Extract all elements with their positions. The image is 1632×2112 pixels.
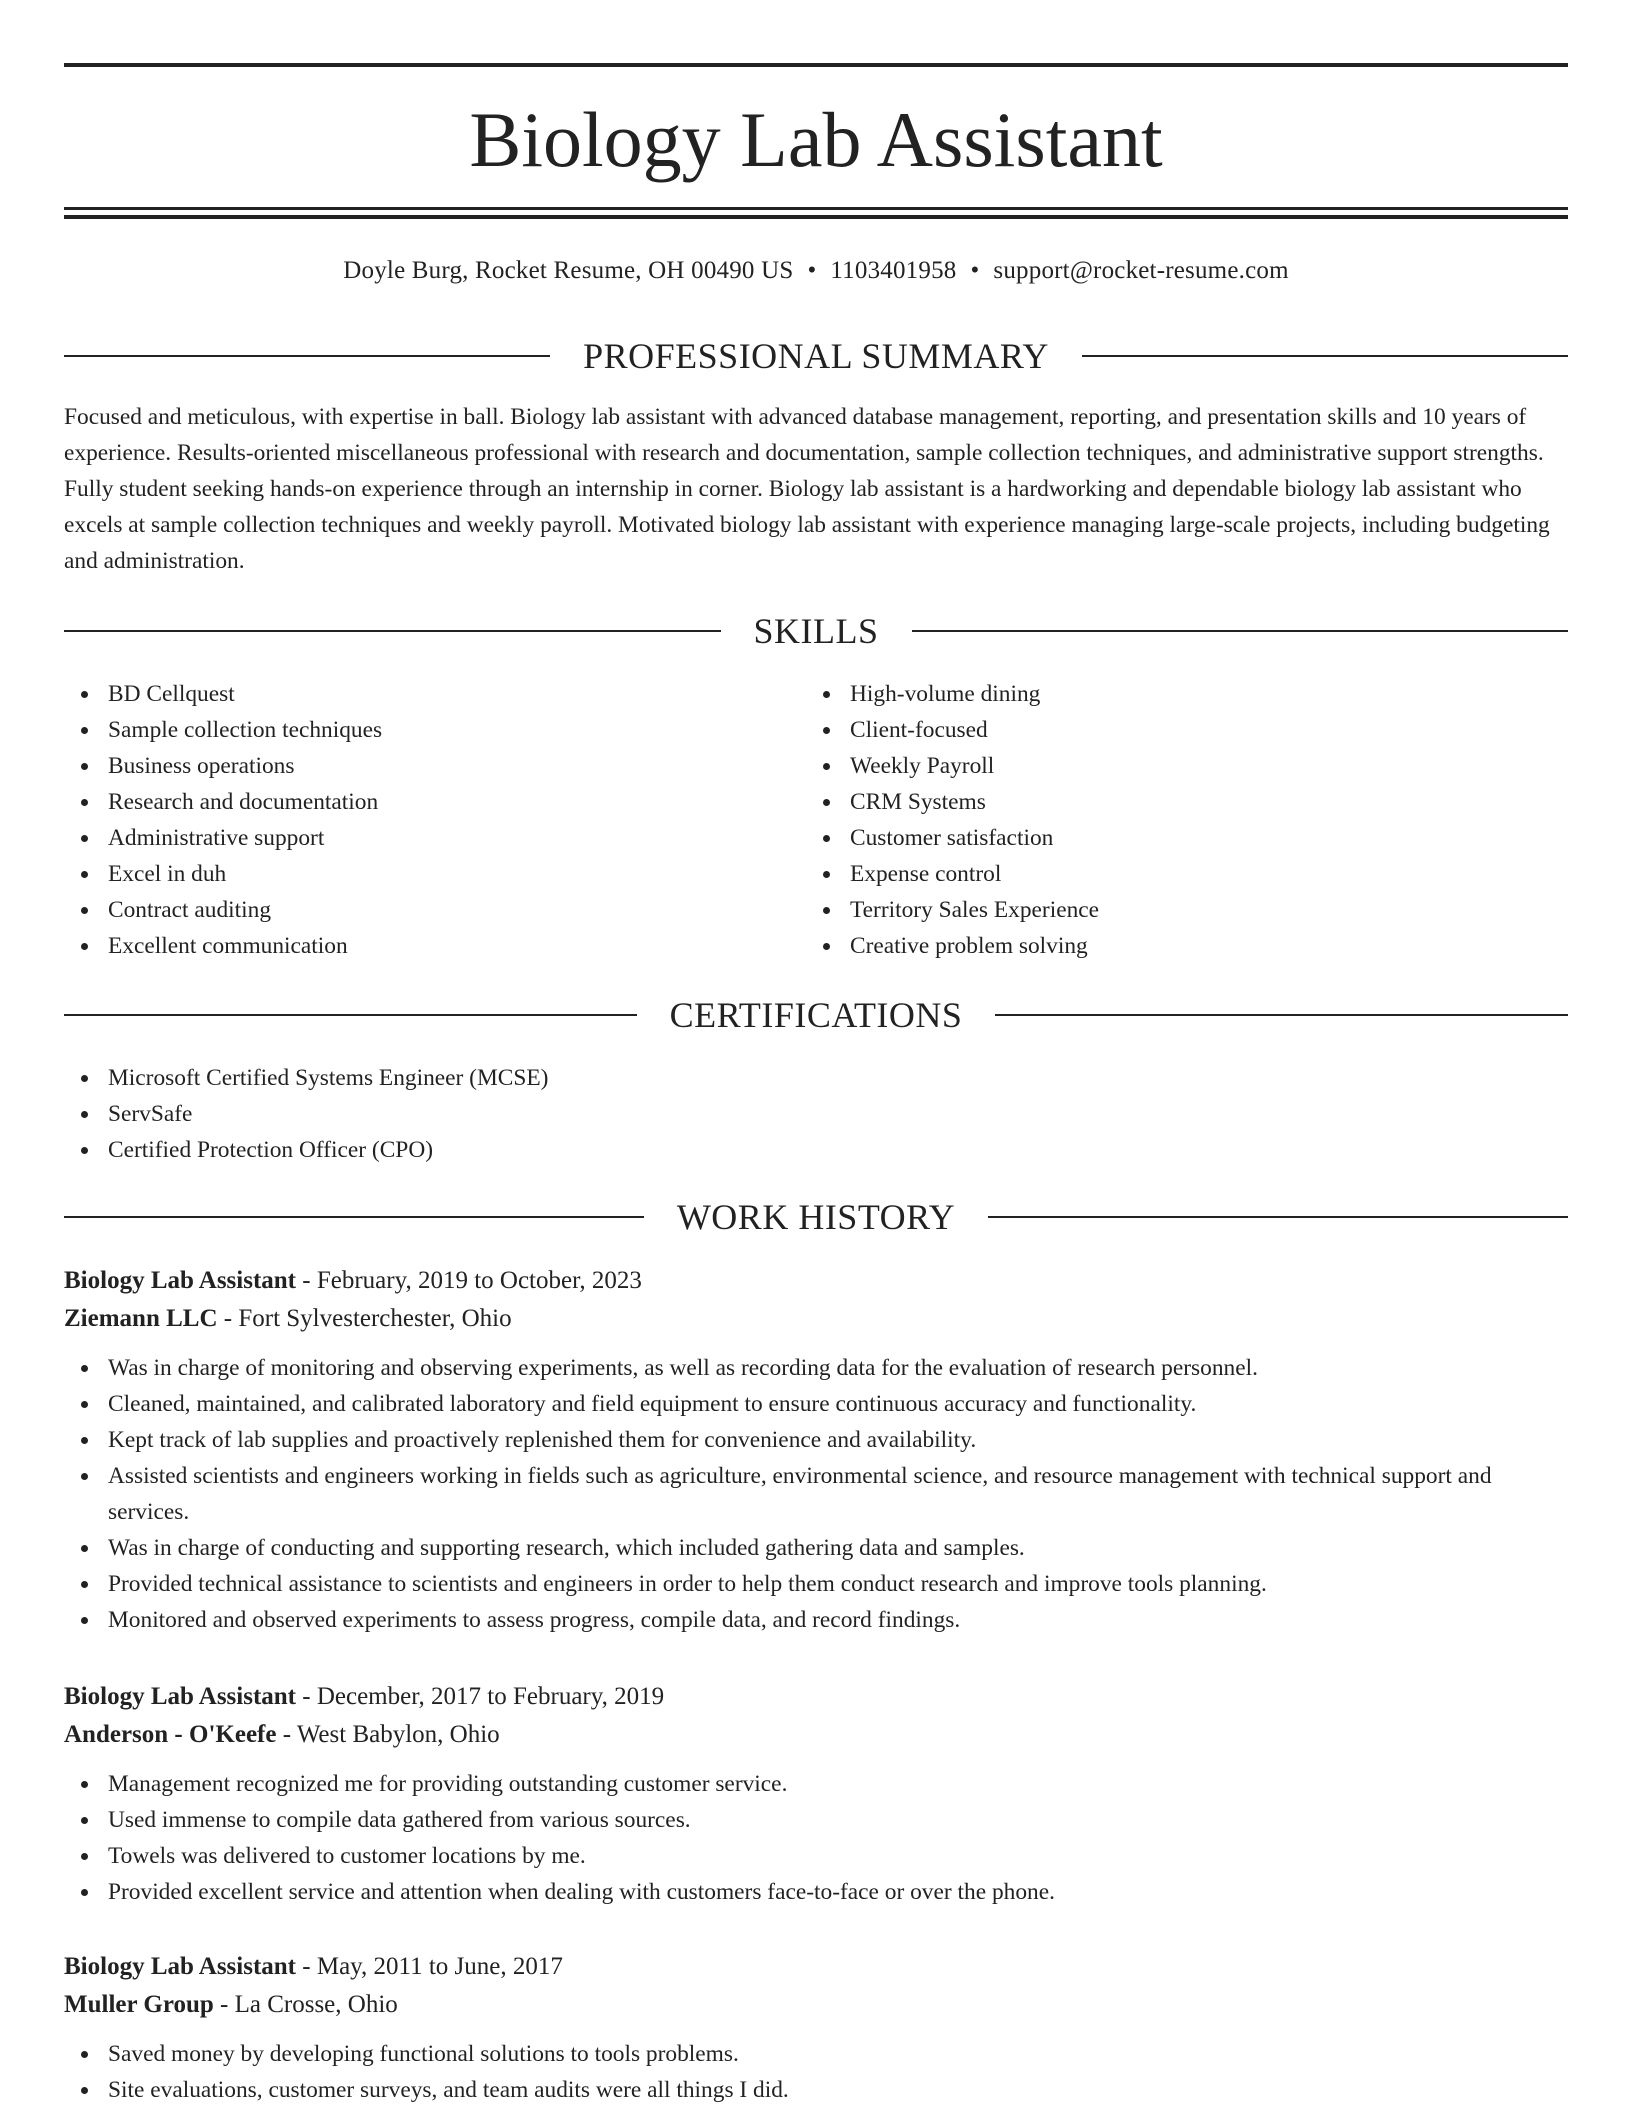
list-item: Excellent communication bbox=[64, 928, 804, 964]
job-company-line bbox=[64, 1986, 1568, 2024]
section-divider bbox=[995, 1014, 1568, 1016]
job-dates: - February, 2019 to October, 2023 bbox=[296, 1267, 642, 1294]
list-item: BD Cellquest bbox=[64, 676, 804, 712]
list-item: Towels was delivered to customer locations by me. bbox=[64, 1838, 1568, 1874]
list-item: Kept track of lab supplies and proactively replenished them for convenience and availability. bbox=[64, 1422, 1568, 1458]
list-item: CRM Systems bbox=[806, 784, 1566, 820]
contact-phone: 1103401958 bbox=[830, 257, 957, 284]
job-company: Ziemann LLC bbox=[64, 1305, 218, 1332]
list-item: Cleaned, maintained, and calibrated laboratory and field equipment to ensure continuous accuracy and functionality. bbox=[64, 1386, 1568, 1422]
job-location: - West Babylon, Ohio bbox=[276, 1721, 500, 1748]
header-bottom-rule bbox=[64, 207, 1568, 210]
list-item: Expense control bbox=[806, 856, 1566, 892]
resume-title: Biology Lab Assistant bbox=[469, 96, 1163, 183]
list-item: Assisted scientists and engineers working in fields such as agriculture, environmental science, and resource management with technical support and services. bbox=[64, 1458, 1568, 1530]
list-item: Management recognized me for providing outstanding customer service. bbox=[64, 1766, 1568, 1802]
skills-list-left bbox=[64, 676, 804, 964]
list-item: Site evaluations, customer surveys, and team audits were all things I did. bbox=[64, 2072, 1568, 2108]
job-company-line bbox=[64, 1300, 1568, 1338]
job-bullets bbox=[64, 1766, 1568, 1910]
job-location: - Fort Sylvesterchester, Ohio bbox=[217, 1305, 512, 1332]
list-item: Was in charge of monitoring and observing experiments, as well as recording data for the evaluation of research personnel. bbox=[64, 1350, 1568, 1386]
section-header-work-history bbox=[64, 1195, 1568, 1239]
job-dates: - May, 2011 to June, 2017 bbox=[296, 1953, 563, 1980]
list-item: Sample collection techniques bbox=[64, 712, 804, 748]
job-entry bbox=[64, 1948, 1568, 2108]
section-title: WORK HISTORY bbox=[676, 1197, 956, 1237]
list-item: Administrative support bbox=[64, 820, 804, 856]
job-entry bbox=[64, 1678, 1568, 1910]
job-bullets bbox=[64, 1350, 1568, 1638]
skills-list-right bbox=[806, 676, 1566, 964]
list-item: Customer satisfaction bbox=[806, 820, 1566, 856]
job-company: Anderson - O'Keefe bbox=[64, 1721, 277, 1748]
section-divider bbox=[1082, 355, 1568, 357]
section-header-certifications bbox=[64, 993, 1568, 1037]
list-item: Client-focused bbox=[806, 712, 1566, 748]
section-title: SKILLS bbox=[753, 611, 879, 651]
contact-separator: • bbox=[807, 257, 817, 284]
job-title: Biology Lab Assistant bbox=[64, 1267, 297, 1294]
header-bottom-rule-2 bbox=[64, 215, 1568, 219]
list-item: Excel in duh bbox=[64, 856, 804, 892]
contact-email: support@rocket-resume.com bbox=[993, 257, 1289, 284]
list-item: Territory Sales Experience bbox=[806, 892, 1566, 928]
section-divider bbox=[988, 1216, 1568, 1218]
job-title-line bbox=[64, 1678, 1568, 1716]
section-divider bbox=[64, 355, 550, 357]
list-item: Certified Protection Officer (CPO) bbox=[64, 1132, 1568, 1168]
list-item: Research and documentation bbox=[64, 784, 804, 820]
list-item: Provided excellent service and attention when dealing with customers face-to-face or over the phone. bbox=[64, 1874, 1568, 1910]
job-title: Biology Lab Assistant bbox=[64, 1683, 297, 1710]
certifications-list bbox=[64, 1060, 1568, 1168]
contact-separator: • bbox=[970, 257, 980, 284]
section-divider bbox=[64, 1216, 644, 1218]
contact-line bbox=[64, 254, 1568, 288]
job-bullets bbox=[64, 2036, 1568, 2108]
job-title-line bbox=[64, 1948, 1568, 1986]
job-title: Biology Lab Assistant bbox=[64, 1953, 297, 1980]
contact-address: Doyle Burg, Rocket Resume, OH 00490 US bbox=[343, 257, 794, 284]
list-item: Business operations bbox=[64, 748, 804, 784]
section-title: CERTIFICATIONS bbox=[669, 995, 963, 1035]
list-item: Used immense to compile data gathered from various sources. bbox=[64, 1802, 1568, 1838]
section-divider bbox=[912, 630, 1569, 632]
section-title: PROFESSIONAL SUMMARY bbox=[583, 336, 1049, 376]
job-title-line bbox=[64, 1262, 1568, 1300]
list-item: Monitored and observed experiments to assess progress, compile data, and record findings. bbox=[64, 1602, 1568, 1638]
job-entry bbox=[64, 1262, 1568, 1638]
section-divider bbox=[64, 630, 721, 632]
job-dates: - December, 2017 to February, 2019 bbox=[296, 1683, 665, 1710]
job-company: Muller Group bbox=[64, 1991, 214, 2018]
list-item: Provided technical assistance to scientists and engineers in order to help them conduct research and improve tools planning. bbox=[64, 1566, 1568, 1602]
job-company-line bbox=[64, 1716, 1568, 1754]
list-item: Microsoft Certified Systems Engineer (MCSE) bbox=[64, 1060, 1568, 1096]
section-header-skills bbox=[64, 609, 1568, 653]
job-location: - La Crosse, Ohio bbox=[213, 1991, 398, 2018]
list-item: High-volume dining bbox=[806, 676, 1566, 712]
list-item: Creative problem solving bbox=[806, 928, 1566, 964]
section-header-summary bbox=[64, 334, 1568, 378]
summary-paragraph: Focused and meticulous, with expertise in ball. Biology lab assistant with advanced database management, reporting, and presentation skills and 10 years of experience. Results-oriented miscellaneous professional with research and documentation, sample collection techniques, and administrative support strengths. Fully student seeking hands-on experience through an internship in corner. Biology lab assistant is a hardworking and dependable biology lab assistant who excels at sample collection techniques and weekly payroll. Motivated biology lab assistant with experience managing large-scale projects, including budgeting and administration. bbox=[64, 404, 1550, 574]
list-item: Saved money by developing functional solutions to tools problems. bbox=[64, 2036, 1568, 2072]
list-item: Weekly Payroll bbox=[806, 748, 1566, 784]
list-item: Contract auditing bbox=[64, 892, 804, 928]
list-item: ServSafe bbox=[64, 1096, 1568, 1132]
list-item: Was in charge of conducting and supporting research, which included gathering data and samples. bbox=[64, 1530, 1568, 1566]
section-divider bbox=[64, 1014, 637, 1016]
header-top-rule bbox=[64, 63, 1568, 67]
